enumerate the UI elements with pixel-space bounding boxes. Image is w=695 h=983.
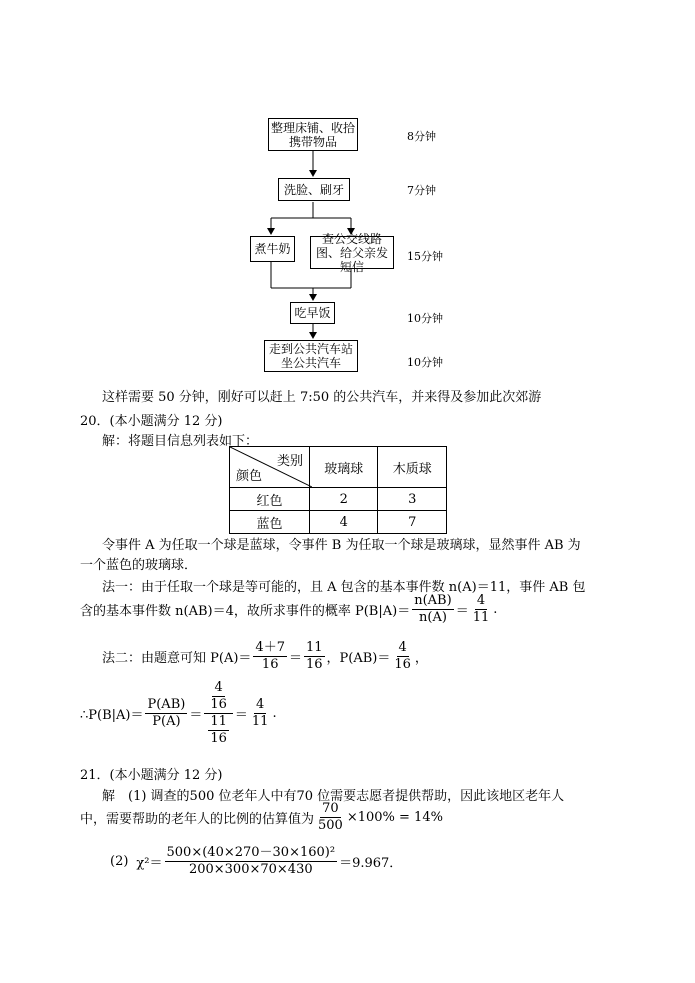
flow-step-boil-milk: 煮牛奶 (250, 236, 295, 262)
col-header-wood: 木质球 (378, 447, 447, 488)
chi-fraction (165, 845, 338, 878)
q21-line2-text: 中，需要帮助的老年人的比例的估算值为 (80, 812, 315, 827)
m3-f3-den: 11 (251, 714, 269, 729)
q21-part2-label: (2) (110, 854, 129, 869)
q20-method1-line1: 法一：由于任取一个球是等可能的，且 A 包含的基本事件数 n(A)＝11，事件 AB 包 (102, 580, 586, 595)
q21-fraction (316, 801, 345, 834)
m3-inner-nn: 4 (214, 680, 223, 695)
m1-f2-num: 4 (476, 593, 486, 608)
m3-eq: ＝ (189, 708, 203, 723)
m3-inner-den-frac (208, 714, 229, 747)
cell-red-glass: 2 (309, 488, 378, 511)
m3-text: ∴P(B|A)＝ (80, 708, 144, 723)
m1-f1-num: n(AB) (414, 593, 452, 608)
table-row (230, 488, 447, 511)
cell-blue-glass: 4 (309, 511, 378, 534)
m2-f3-num: 4 (398, 640, 407, 655)
cell-red-wood: 3 (378, 488, 447, 511)
corner-category: 类别 (276, 454, 303, 469)
m3-eq2: ＝ (234, 708, 248, 723)
m2-f2-num: 11 (305, 640, 323, 655)
m1-f1-den: n(A) (419, 610, 447, 625)
q20-header: 20．(本小题满分 12 分) (80, 414, 223, 429)
flow-time-5: 10分钟 (407, 356, 443, 369)
flow-step-tidy-bed: 整理床铺、收拾携带物品 (268, 118, 358, 151)
m3-f3-num: 4 (256, 697, 265, 712)
q21-header: 21．(本小题满分 12 分) (80, 768, 223, 783)
conclusion-text: 这样需要 50 分钟，刚好可以赶上 7:50 的公共汽车，并来得及参加此次郊游 (102, 390, 542, 405)
m1-fraction-1 (412, 593, 453, 626)
q21-f-num: 70 (322, 801, 339, 816)
m3-f1-num: P(AB) (147, 697, 186, 712)
m3-end: . (272, 706, 277, 721)
cell-blue-wood: 7 (378, 511, 447, 534)
col-header-glass: 玻璃球 (309, 447, 378, 488)
m3-f1-den: P(A) (152, 714, 181, 729)
q21-f-den: 500 (318, 818, 343, 833)
m3-fraction-3 (250, 697, 271, 730)
m2-text-c: ， (414, 651, 428, 666)
chi-symbol: χ²＝ (136, 856, 163, 871)
q21-line1: 解 (1) 调查的500 位老年人中有70 位需要志愿者提供帮助，因此该地区老年人 (102, 789, 565, 804)
row-label-blue: 蓝色 (230, 511, 310, 534)
m3-compound-den (204, 714, 233, 747)
flow-time-4: 10分钟 (407, 312, 443, 325)
q20-intro: 解：将题目信息列表如下： (102, 434, 259, 449)
chi-den: 200×300×70×430 (188, 862, 313, 877)
m2-f2-den: 16 (305, 657, 323, 672)
m2-fraction-3 (392, 640, 413, 673)
m3-inner-dn: 11 (210, 714, 227, 729)
m2-f1-den: 16 (261, 657, 279, 672)
ball-info-table (229, 446, 447, 534)
q21-chi-square (110, 845, 402, 878)
q21-line2 (80, 801, 443, 834)
m3-compound-num (204, 680, 233, 714)
m3-fraction-1 (145, 697, 187, 730)
m2-fraction-2 (304, 640, 325, 673)
m2-fraction-1 (253, 640, 287, 673)
q20-method2 (102, 640, 428, 673)
flow-step-breakfast: 吃早饭 (290, 302, 335, 324)
q20-event-line2: 一个蓝色的玻璃球． (80, 558, 198, 573)
m2-text-a: 法二：由题意可知 P(A)＝ (102, 651, 252, 666)
m2-eq: ＝ (288, 651, 302, 666)
row-label-red: 红色 (230, 488, 310, 511)
flow-step-walk-to-bus: 走到公共汽车站坐公共汽车 (264, 340, 358, 372)
chi-num: 500×(40×270－30×160)² (166, 845, 336, 860)
m1-eq: ＝ (455, 604, 469, 619)
m3-inner-dd: 16 (210, 731, 227, 746)
m1-end: . (493, 602, 498, 617)
flow-step-wash: 洗脸、刷牙 (278, 178, 350, 201)
m3-inner-nd: 16 (210, 697, 227, 712)
table-row (230, 511, 447, 534)
m1-fraction-2 (471, 593, 492, 626)
corner-color: 颜色 (236, 469, 263, 484)
table-corner-cell (230, 447, 310, 488)
m1-f2-den: 11 (472, 610, 490, 625)
flow-step-check-bus-route: 查公交线路图、给父亲发短信 (310, 236, 394, 269)
m2-text-b: ，P(AB)＝ (326, 651, 391, 666)
chi-result: ＝9.967． (339, 856, 403, 871)
q21-line2-result: ×100% = 14% (346, 810, 443, 825)
q20-method2-result (80, 680, 277, 747)
m3-compound-fraction (204, 680, 233, 747)
flow-time-2: 7分钟 (407, 184, 436, 197)
flow-time-3: 15分钟 (407, 250, 443, 263)
q20-event-line1: 令事件 A 为任取一个球是蓝球，令事件 B 为任取一个球是玻璃球，显然事件 AB 为 (102, 538, 581, 553)
flow-time-1: 8分钟 (407, 130, 436, 143)
m3-inner-num-frac (208, 680, 229, 713)
q20-method1-line2 (80, 593, 497, 626)
m1-text: 含的基本事件数 n(AB)＝4，故所求事件的概率 P(B|A)＝ (80, 604, 411, 619)
m2-f1-num: 4＋7 (255, 640, 285, 655)
m2-f3-den: 16 (394, 657, 411, 672)
